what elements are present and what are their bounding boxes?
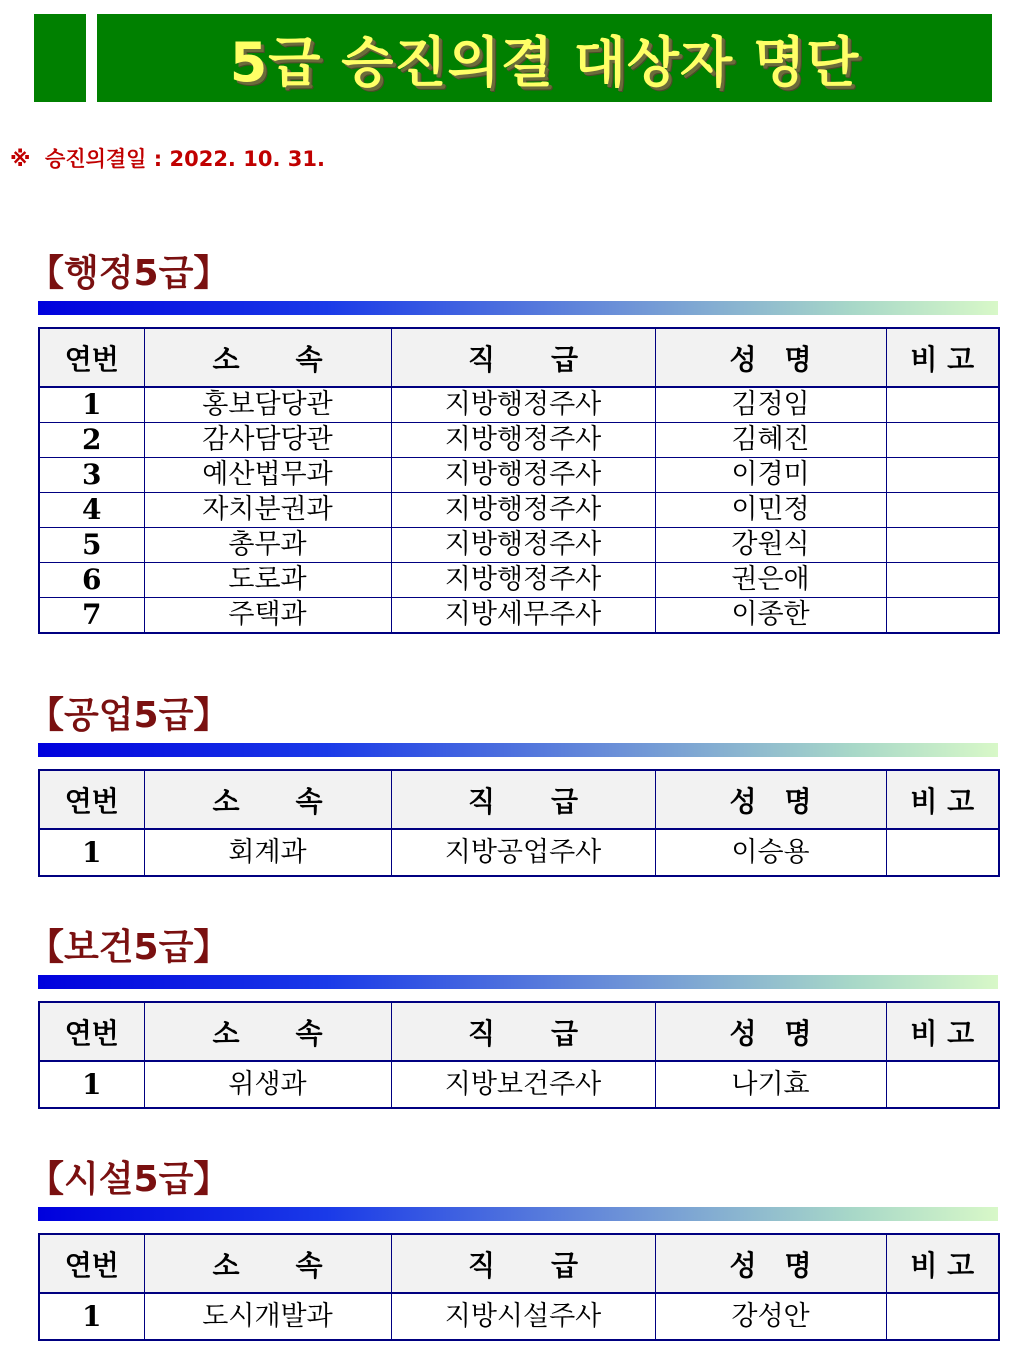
- cell-note: [886, 493, 999, 528]
- column-header-dept: 소 속: [144, 1002, 391, 1061]
- cell-dept: 감사담당관: [144, 423, 391, 458]
- column-header-note: 비 고: [886, 1002, 999, 1061]
- cell-dept: 총무과: [144, 528, 391, 563]
- table-row: [39, 493, 999, 528]
- cell-no: 2: [39, 423, 144, 458]
- column-header-rank: 직 급: [391, 770, 655, 829]
- cell-dept: 도시개발과: [144, 1293, 391, 1340]
- table-header-row: [39, 1002, 999, 1061]
- cell-rank: 지방공업주사: [391, 829, 655, 876]
- table-header-row: [39, 770, 999, 829]
- cell-rank: 지방행정주사: [391, 528, 655, 563]
- table-header-row: [39, 1234, 999, 1293]
- cell-no: 1: [39, 829, 144, 876]
- cell-name: 이종한: [655, 598, 886, 634]
- cell-no: 6: [39, 563, 144, 598]
- cell-note: [886, 563, 999, 598]
- cell-dept: 홍보담당관: [144, 387, 391, 423]
- cell-note: [886, 387, 999, 423]
- column-header-no: 연번: [39, 1234, 144, 1293]
- cell-note: [886, 528, 999, 563]
- cell-name: 나기효: [655, 1061, 886, 1108]
- cell-rank: 지방행정주사: [391, 458, 655, 493]
- cell-name: 이민정: [655, 493, 886, 528]
- cell-rank: 지방행정주사: [391, 423, 655, 458]
- table-row: [39, 829, 999, 876]
- column-header-name: 성 명: [655, 328, 886, 387]
- cell-dept: 자치분권과: [144, 493, 391, 528]
- section-title-industrial: 【공업5급】: [28, 695, 230, 736]
- section-title-health: 【보건5급】: [28, 927, 230, 968]
- column-header-rank: 직 급: [391, 328, 655, 387]
- cell-rank: 지방행정주사: [391, 493, 655, 528]
- table-row: [39, 598, 999, 634]
- column-header-dept: 소 속: [144, 328, 391, 387]
- column-header-no: 연번: [39, 328, 144, 387]
- column-header-dept: 소 속: [144, 770, 391, 829]
- section-divider: [38, 975, 998, 989]
- section-divider: [38, 301, 998, 315]
- cell-dept: 위생과: [144, 1061, 391, 1108]
- cell-no: 7: [39, 598, 144, 634]
- cell-no: 4: [39, 493, 144, 528]
- column-header-name: 성 명: [655, 1002, 886, 1061]
- roster-table-admin: [38, 327, 1000, 634]
- cell-rank: 지방행정주사: [391, 387, 655, 423]
- cell-dept: 예산법무과: [144, 458, 391, 493]
- table-row: [39, 423, 999, 458]
- cell-rank: 지방행정주사: [391, 563, 655, 598]
- cell-note: [886, 458, 999, 493]
- cell-no: 1: [39, 387, 144, 423]
- cell-name: 김혜진: [655, 423, 886, 458]
- cell-rank: 지방보건주사: [391, 1061, 655, 1108]
- cell-no: 1: [39, 1061, 144, 1108]
- section-divider: [38, 743, 998, 757]
- cell-dept: 도로과: [144, 563, 391, 598]
- section-divider: [38, 1207, 998, 1221]
- column-header-name: 성 명: [655, 1234, 886, 1293]
- cell-name: 권은애: [655, 563, 886, 598]
- table-row: [39, 458, 999, 493]
- cell-note: [886, 829, 999, 876]
- cell-name: 강성안: [655, 1293, 886, 1340]
- table-row: [39, 1061, 999, 1108]
- column-header-note: 비 고: [886, 770, 999, 829]
- column-header-note: 비 고: [886, 328, 999, 387]
- cell-note: [886, 1293, 999, 1340]
- cell-dept: 회계과: [144, 829, 391, 876]
- cell-no: 5: [39, 528, 144, 563]
- title-banner: [97, 14, 992, 102]
- cell-no: 1: [39, 1293, 144, 1340]
- cell-note: [886, 1061, 999, 1108]
- column-header-no: 연번: [39, 1002, 144, 1061]
- section-title-admin: 【행정5급】: [28, 253, 230, 294]
- section-title-facility: 【시설5급】: [28, 1159, 230, 1200]
- cell-name: 이경미: [655, 458, 886, 493]
- column-header-rank: 직 급: [391, 1234, 655, 1293]
- cell-rank: 지방시설주사: [391, 1293, 655, 1340]
- cell-name: 강원식: [655, 528, 886, 563]
- table-row: [39, 1293, 999, 1340]
- cell-name: 이승용: [655, 829, 886, 876]
- title-banner-accent: [34, 14, 86, 102]
- table-row: [39, 563, 999, 598]
- cell-dept: 주택과: [144, 598, 391, 634]
- cell-name: 김정임: [655, 387, 886, 423]
- column-header-rank: 직 급: [391, 1002, 655, 1061]
- table-row: [39, 387, 999, 423]
- column-header-no: 연번: [39, 770, 144, 829]
- page-title: 5급 승진의결 대상자 명단: [229, 30, 860, 94]
- cell-no: 3: [39, 458, 144, 493]
- decision-date: ※ 승진의결일 : 2022. 10. 31.: [10, 147, 325, 171]
- cell-note: [886, 423, 999, 458]
- column-header-note: 비 고: [886, 1234, 999, 1293]
- column-header-dept: 소 속: [144, 1234, 391, 1293]
- column-header-name: 성 명: [655, 770, 886, 829]
- cell-rank: 지방세무주사: [391, 598, 655, 634]
- roster-table-industrial: [38, 769, 1000, 877]
- table-header-row: [39, 328, 999, 387]
- roster-table-health: [38, 1001, 1000, 1109]
- table-row: [39, 528, 999, 563]
- cell-note: [886, 598, 999, 634]
- roster-table-facility: [38, 1233, 1000, 1341]
